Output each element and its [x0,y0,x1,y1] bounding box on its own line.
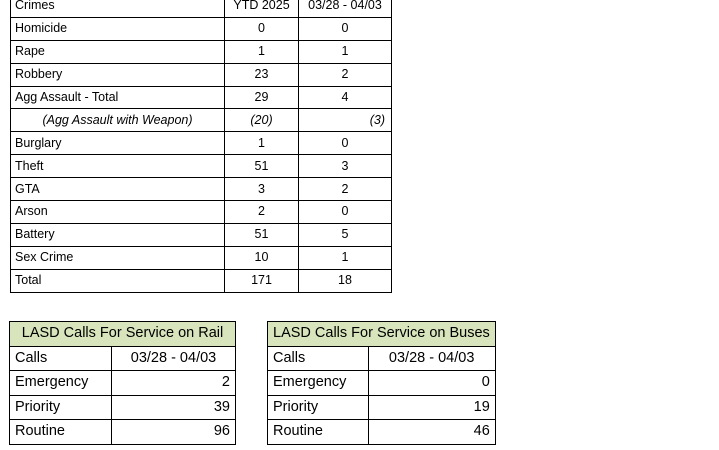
table-row [11,132,392,155]
table-row [268,395,496,420]
call-count: 39 [112,395,236,420]
table-row [11,17,392,40]
rail-calls-title-row [10,322,236,347]
total-row [11,269,392,292]
crimes-header-week: 03/28 - 04/03 [299,0,392,17]
crime-week: 0 [299,201,392,224]
crime-ytd: 1 [225,132,299,155]
crime-ytd: 2 [225,201,299,224]
crime-ytd: 1 [225,40,299,63]
crime-label: Homicide [11,17,225,40]
crime-label: Theft [11,155,225,178]
table-row [11,40,392,63]
table-row [11,201,392,224]
table-row [11,109,392,132]
crime-label: GTA [11,178,225,201]
bus-calls-header-week: 03/28 - 04/03 [368,346,495,371]
crime-week: 2 [299,178,392,201]
crime-ytd: 29 [225,86,299,109]
crime-label: Agg Assault - Total [11,86,225,109]
table-row [11,246,392,269]
call-type-label: Priority [10,395,112,420]
crime-ytd: 3 [225,178,299,201]
table-row [268,371,496,396]
crime-week: 1 [299,40,392,63]
table-row [10,395,236,420]
rail-calls-title: LASD Calls For Service on Rail [10,322,236,347]
crime-week: 0 [299,132,392,155]
call-count: 96 [112,420,236,445]
bus-calls-header-row [268,346,496,371]
crime-label: Burglary [11,132,225,155]
bus-calls-title: LASD Calls For Service on Buses [268,322,496,347]
crime-label: (Agg Assault with Weapon) [11,109,225,132]
crime-label: Sex Crime [11,246,225,269]
crime-week: (3) [299,109,392,132]
bus-calls-header-label: Calls [268,346,369,371]
table-row [10,371,236,396]
call-type-label: Priority [268,395,369,420]
crime-label: Arson [11,201,225,224]
rail-calls-header-row [10,346,236,371]
call-type-label: Routine [10,420,112,445]
table-row [11,63,392,86]
call-count: 19 [368,395,495,420]
crime-week: 1 [299,246,392,269]
crimes-table [10,0,392,293]
crimes-header-label: Crimes [11,0,225,17]
crimes-header-row [11,0,392,17]
crime-ytd: 171 [225,269,299,292]
crime-week: 18 [299,269,392,292]
table-row [11,223,392,246]
crime-label: Robbery [11,63,225,86]
rail-calls-table [9,321,236,445]
crime-week: 3 [299,155,392,178]
table-row [268,420,496,445]
crime-ytd: 51 [225,223,299,246]
bus-calls-table [267,321,496,445]
table-row [10,420,236,445]
crime-ytd: 51 [225,155,299,178]
crime-ytd: 10 [225,246,299,269]
crime-ytd: 23 [225,63,299,86]
crime-label: Rape [11,40,225,63]
table-row [11,178,392,201]
crime-week: 0 [299,17,392,40]
rail-calls-header-week: 03/28 - 04/03 [112,346,236,371]
bus-calls-title-row [268,322,496,347]
call-count: 0 [368,371,495,396]
call-type-label: Routine [268,420,369,445]
crime-week: 4 [299,86,392,109]
call-type-label: Emergency [268,371,369,396]
table-row [11,86,392,109]
crime-ytd: (20) [225,109,299,132]
table-row [11,155,392,178]
call-count: 46 [368,420,495,445]
call-type-label: Emergency [10,371,112,396]
crime-week: 5 [299,223,392,246]
crime-label: Battery [11,223,225,246]
crimes-header-ytd: YTD 2025 [225,0,299,17]
crime-week: 2 [299,63,392,86]
crime-label: Total [11,269,225,292]
rail-calls-header-label: Calls [10,346,112,371]
crime-ytd: 0 [225,17,299,40]
call-count: 2 [112,371,236,396]
